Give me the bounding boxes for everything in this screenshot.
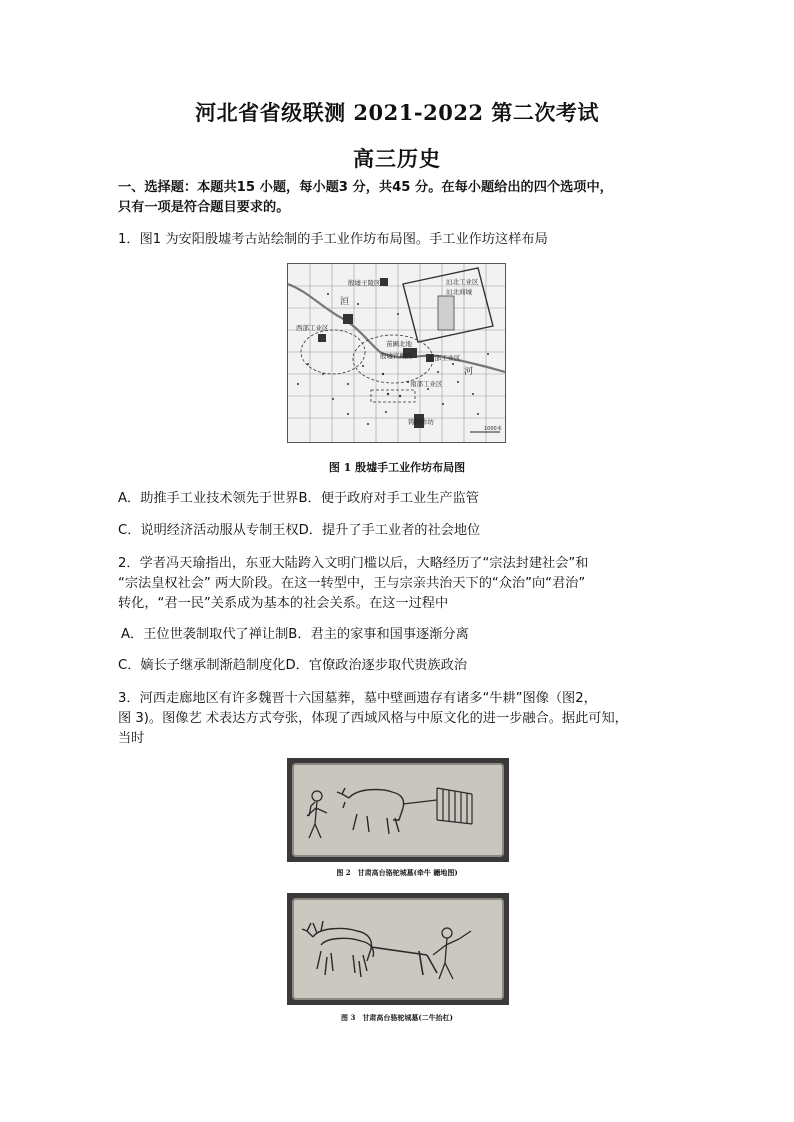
section-heading-line2: 只有一项是符合题目要求的。 [118, 200, 290, 215]
q3-stem-line3: 当时 [118, 731, 145, 746]
q1-options-row1 [118, 489, 688, 509]
map-label: 南部工业区 [410, 380, 443, 388]
figure3-mural-photo [287, 893, 509, 1005]
q1-stem: 1．图1 为安阳殷墟考古站绘制的手工业作坊布局图。手工业作坊这样布局 [118, 232, 548, 247]
q2-option-c: C．嫡长子继承制渐趋制度化 [118, 658, 286, 673]
figure2-caption: 图 2 甘肃高台骆驼城墓(牵牛 耱地图) [336, 868, 458, 877]
map-label: 东部工业区 [428, 354, 461, 362]
q2-option-d: D．官僚政治逐步取代贵族政治 [285, 658, 468, 673]
q3-stem-line1: 3．河西走廊地区有许多魏晋十六国墓葬，墓中壁画遗存有诸多“牛耕”图像（图2， [118, 691, 597, 706]
figure1-caption: 图 1 殷墟手工业作坊布局图 [328, 461, 466, 474]
workshop-layout-map [288, 264, 505, 442]
map-label: 洹北商城 [446, 288, 472, 296]
two-oxen-plowing-mural [287, 893, 509, 1005]
map-label: 河 [464, 367, 474, 377]
q1-option-d: D．提升了手工业者的社会地位 [298, 523, 481, 538]
q1-option-b: B．便于政府对手工业生产监管 [298, 491, 479, 506]
q1-option-a: A．助推手工业技术领先于世界 [118, 491, 299, 506]
exam-subject: 高三历史 [353, 146, 441, 171]
q2-stem-line3: 转化，“君一民”关系成为基本的社会关系。在这一过程中 [118, 596, 449, 611]
figure3-caption: 图 3 甘肃高台骆驼城墓(二牛抬杠) [341, 1013, 453, 1022]
map-label: 洹 [340, 297, 350, 307]
q2-options-row1 [121, 625, 691, 645]
section-heading-line1: 一、选择题：本题共15 小题，每小题3 分，共45 分。在每小题给出的四个选项中， [118, 180, 613, 195]
map-label: 苗圃北地 [386, 340, 412, 348]
q1-option-c: C．说明经济活动服从专制王权 [118, 523, 299, 538]
ox-leading-mural [287, 758, 509, 862]
q2-option-b: B．君主的家事和国事逐渐分离 [288, 627, 469, 642]
map-label: 殷墟宫殿区 [380, 352, 413, 360]
q1-options-row2 [118, 521, 688, 541]
q3-stem-line2: 图 3)。图像艺 术表达方式夸张，体现了西域风格与中原文化的进一步融合。据此可知， [118, 711, 628, 726]
map-label: 西部工业区 [296, 324, 329, 332]
q2-option-a: A．王位世袭制取代了禅让制 [121, 627, 289, 642]
exam-title: 河北省省级联测 2021-2022 第二次考试 [195, 100, 599, 125]
figure1-map [287, 263, 506, 443]
figure2-mural-photo [287, 758, 509, 862]
q2-stem-line1: 2．学者冯天瑜指出，东亚大陆跨入文明门槛以后，大略经历了“宗法封建社会”和 [118, 556, 589, 571]
map-scale-label: 1000米 [484, 426, 502, 432]
q2-options-row2 [118, 656, 688, 676]
map-label: 殷墟王陵区 [348, 279, 381, 287]
map-label: 铸铜作坊 [408, 418, 434, 426]
map-label: 洹北工业区 [446, 278, 479, 286]
q2-stem-line2: “宗法皇权社会” 两大阶段。在这一转型中，王与宗亲共治天下的“众治”向“君治” [118, 576, 586, 591]
